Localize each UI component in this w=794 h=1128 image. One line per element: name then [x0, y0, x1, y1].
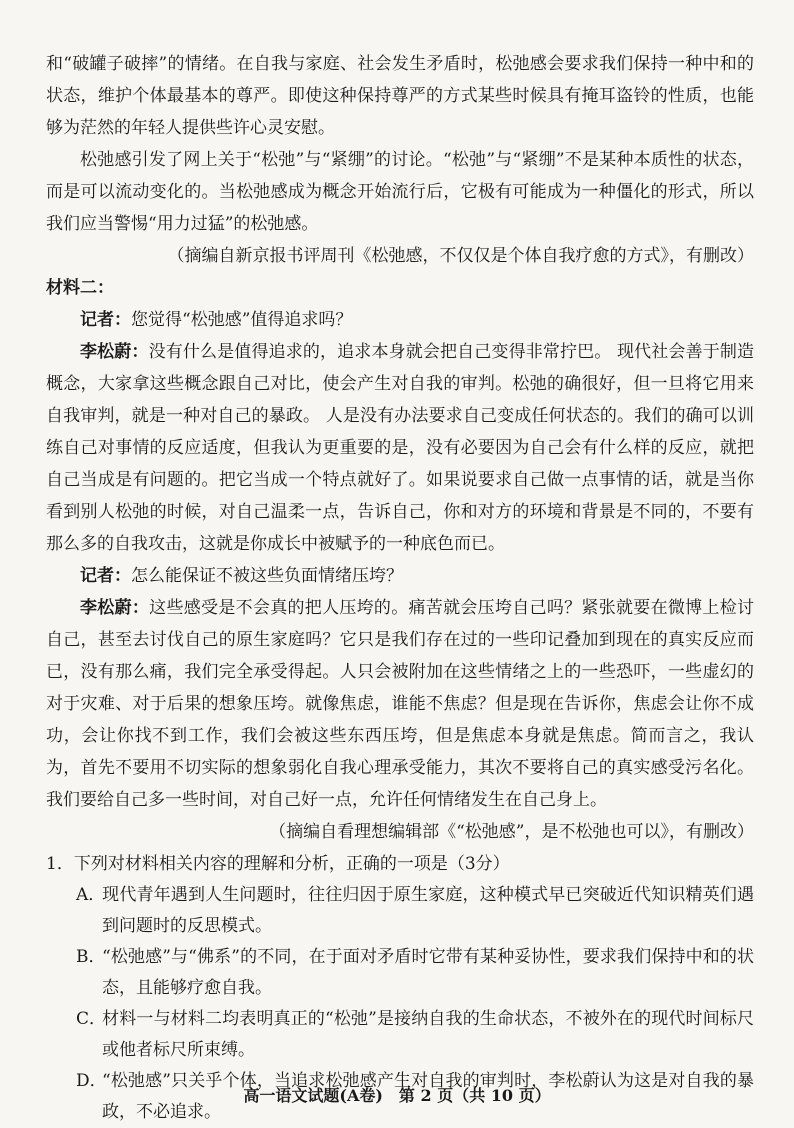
interview-answer-1 [46, 336, 754, 560]
page-footer: 高一语文试题(A卷) 第 2 页（共 10 页） [243, 1086, 551, 1105]
speaker-reporter: 记者： [80, 566, 131, 586]
option-text: 材料一与材料二均表明真正的“松弛”是接纳自我的生命状态，不被外在的现代时间标尺或他者标尺所束缚。 [102, 1009, 754, 1060]
option-text: “松弛感”只关乎个体，当追求松弛感产生对自我的审判时，李松蔚认为这是对自我的暴政，不必追求。 [102, 1071, 754, 1122]
question-text: 您觉得“松弛感”值得追求吗？ [131, 310, 353, 330]
material2-source: （摘编自看理想编辑部《“松弛感”，是不松弛也可以》，有删改） [269, 822, 754, 842]
material2-heading: 材料二： [46, 278, 114, 298]
option-letter: D． [76, 1071, 107, 1091]
answer-text: 这些感受是不会真的把人压垮的。痛苦就会压垮自己吗？紧张就要在微博上检讨自己，甚至去讨伐自己的原生家庭吗？它只是我们存在过的一些印记叠加到现在的真实反应而已，没有那么痛，我们完全承受得起。人只会被附加在这些情绪之上的一些恐吓，一些虚幻的对于灾难、对于后果的想象压垮。就像焦虑，谁能不焦虑？但是现在告诉你，焦虑会让你不成功，会让你找不到工作，我们会被这些东西压垮，但是焦虑本身就是焦虑。简而言之，我认为，首先不要用不切实际的想象弱化自我心理承受能力，其次不要将自己的真实感受污名化。我们要给自己多一些时间，对自己好一点，允许任何情绪发生在自己身上。 [46, 598, 755, 810]
material1-paragraph-1: 和“破罐子破摔”的情绪。在自我与家庭、社会发生矛盾时，松弛感会要求我们保持一种中和的状态，维护个体最基本的尊严。即使这种保持尊严的方式某些时候具有掩耳盗铃的性质，也能够为茫然的年轻人提供些许心灵安慰。 [46, 54, 754, 138]
material1-paragraph-2: 松弛感引发了网上关于“松弛”与“紧绷”的讨论。“松弛”与“紧绷”不是某种本质性的状态，而是可以流动变化的。当松弛感成为概念开始流行后，它极有可能成为一种僵化的形式，所以我们应当警惕“用力过猛”的松弛感。 [46, 150, 754, 234]
material1-source: （摘编自新京报书评周刊《松弛感，不仅仅是个体自我疗愈的方式》，有删改） [167, 246, 754, 266]
speaker-reporter: 记者： [80, 310, 131, 330]
option-letter: C． [76, 1009, 107, 1029]
option-letter: A． [76, 885, 106, 905]
interview-question-2 [46, 560, 754, 592]
answer-text: 没有什么是值得追求的，追求本身就会把自己变得非常拧巴。 现代社会善于制造概念，大家拿这些概念跟自己对比，使会产生对自我的审判。松弛的确很好，但一旦将它用来自我审判，就是一种对自己的暴政。 人是没有办法要求自己变成任何状态的。我们的确可以训练自己对事情的反应适度，但我认为更重要的是，没有必要因为自己会有什么样的反应，就把自己当成是有问题的。把它当成一个特点就好了。如果说要求自己做一点事情的话，就是当你看到别人松弛的时候，对自己温柔一点，告诉自己，你和对方的环境和背景是不同的，不要有那么多的自我攻击，这就是你成长中被赋予的一种底色而已。 [46, 342, 755, 554]
interview-question-1 [46, 304, 754, 336]
question-text: 怎么能保证不被这些负面情绪压垮？ [131, 566, 403, 586]
question-1-option-b [46, 942, 754, 1004]
speaker-interviewee: 李松蔚： [80, 598, 150, 618]
option-letter: B． [76, 947, 106, 967]
interview-answer-2 [46, 592, 754, 816]
question-1-option-a [46, 880, 754, 942]
speaker-interviewee: 李松蔚： [80, 342, 149, 362]
option-text: “松弛感”与“佛系”的不同，在于面对矛盾时它带有某种妥协性，要求我们保持中和的状态，且能够疗愈自我。 [102, 947, 754, 998]
question-1-option-c [46, 1004, 754, 1066]
option-text: 现代青年遇到人生问题时，往往归因于原生家庭，这种模式早已突破近代知识精英们遇到问题时的反思模式。 [102, 885, 754, 936]
question-1-stem: 1．下列对材料相关内容的理解和分析，正确的一项是（3分） [46, 854, 510, 874]
